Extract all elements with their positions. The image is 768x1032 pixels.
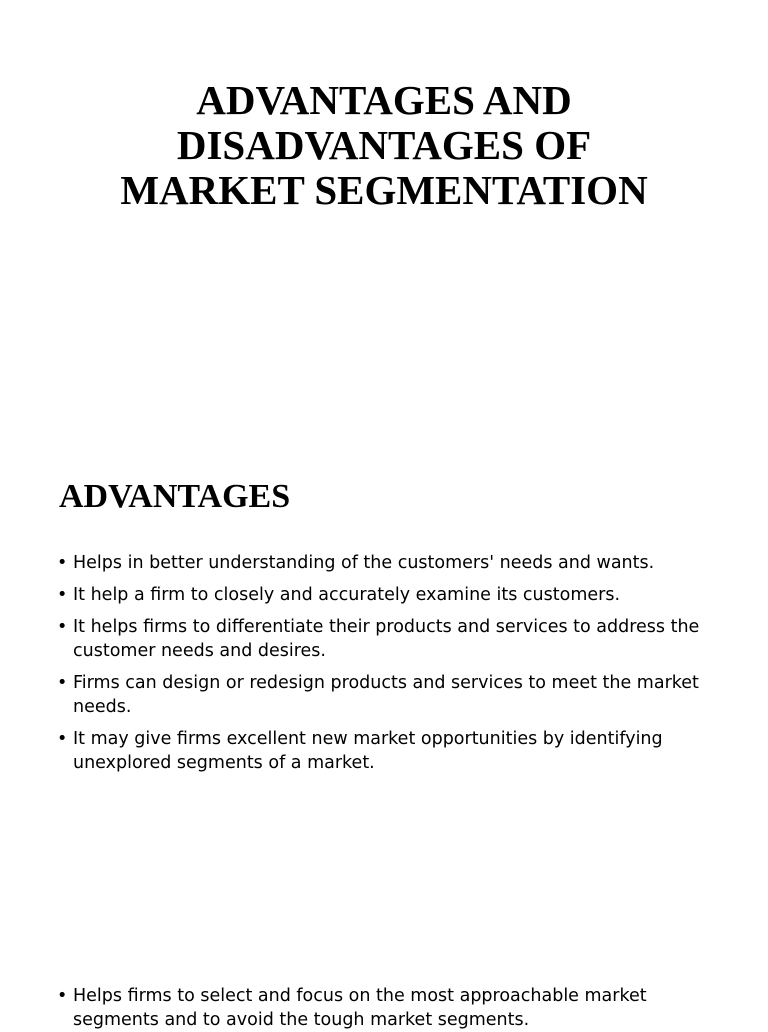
slide-title — [0, 78, 768, 213]
bullet-icon: • — [57, 585, 68, 605]
title-slide — [0, 0, 768, 430]
bullet-icon: • — [57, 986, 68, 1006]
list-item — [57, 727, 717, 775]
bullet-icon: • — [57, 553, 68, 573]
list-item-text: Firms can design or redesign products and services to meet the market needs. — [73, 673, 699, 717]
list-item-text: Helps firms to select and focus on the most approachable market segments and to avoid the tough market segments. — [73, 986, 647, 1030]
list-item — [57, 583, 717, 607]
list-item — [57, 984, 717, 1032]
list-item-text: It helps firms to differentiate their products and services to address the customer needs and desires. — [73, 617, 700, 661]
title-line: MARKET SEGMENTATION — [120, 167, 648, 213]
bullet-icon: • — [57, 617, 68, 637]
section-heading: ADVANTAGES — [59, 478, 291, 515]
list-item-text: It help a firm to closely and accurately examine its customers. — [73, 585, 621, 605]
bullet-icon: • — [57, 729, 68, 749]
title-line: ADVANTAGES AND — [196, 77, 572, 123]
list-item-text: It may give firms excellent new market opportunities by identifying unexplored segments of a market. — [73, 729, 663, 773]
list-item — [57, 551, 717, 575]
list-item — [57, 615, 717, 663]
list-item — [57, 671, 717, 719]
advantages-slide — [0, 430, 768, 1030]
list-item-text: Helps in better understanding of the customers' needs and wants. — [73, 553, 655, 573]
bullet-list — [57, 551, 717, 783]
bullet-icon: • — [57, 673, 68, 693]
title-line: DISADVANTAGES OF — [176, 122, 592, 168]
bullet-list-continued — [57, 984, 717, 1032]
